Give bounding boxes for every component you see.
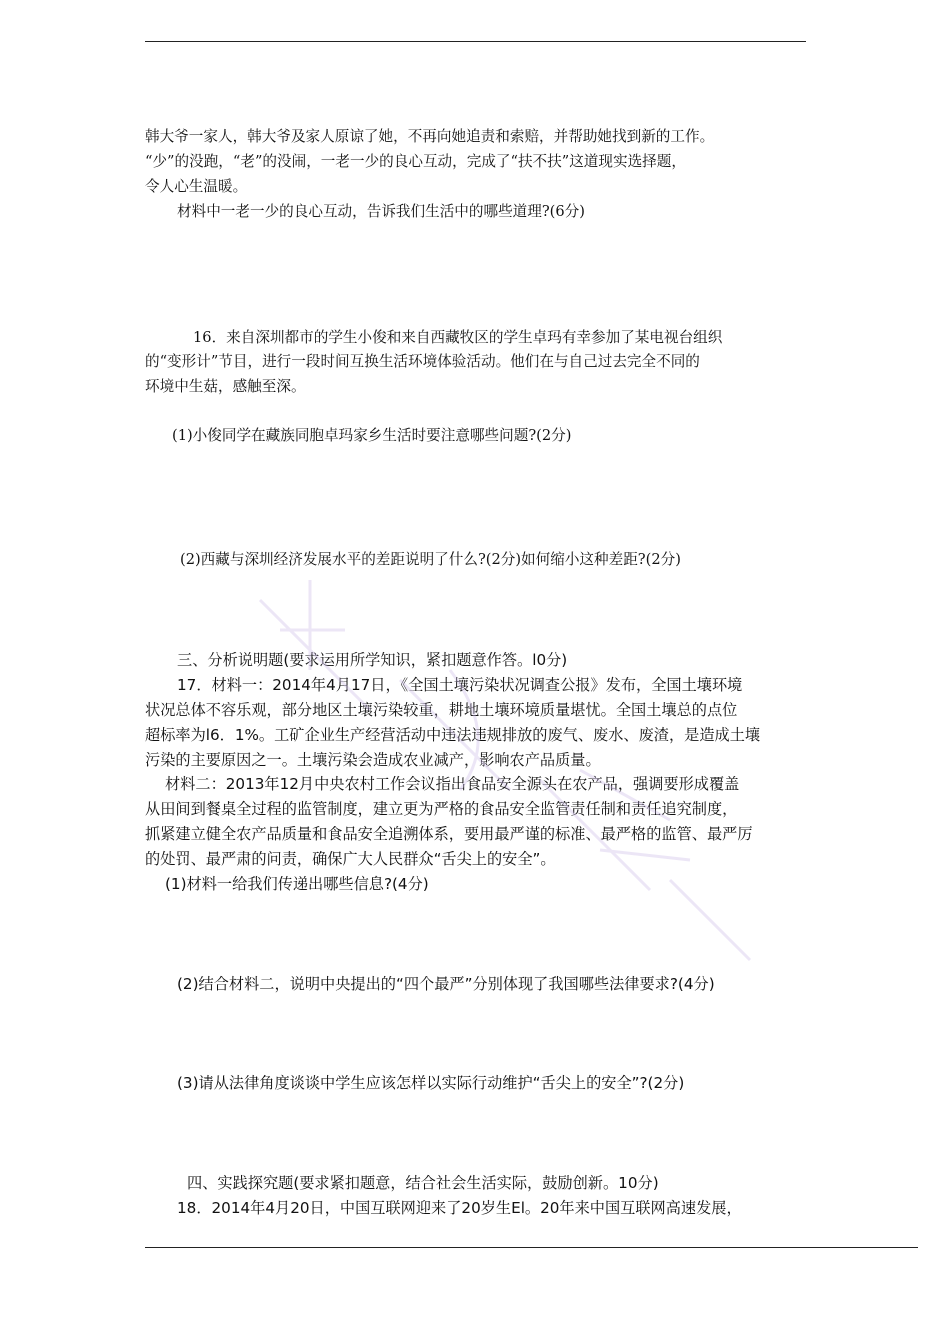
- q17-text-line-1: 17．材料一：2014年4月17日，《全国土壤污染状况调查公报》发布，全国土壤环境: [177, 676, 743, 694]
- q17-text-line-4: 污染的主要原因之一。土壤污染会造成农业减产，影响农产品质量。: [145, 751, 601, 769]
- q17-sub-question-2: (2)结合材料二，说明中央提出的“四个最严”分别体现了我国哪些法律要求?(4分): [177, 975, 715, 993]
- q17-text-line-5: 材料二：2013年12月中央农村工作会议指出食品安全源头在农产品，强调要形成覆盖: [165, 775, 740, 793]
- q17-text-line-8: 的处罚、最严肃的问责，确保广大人民群众“舌尖上的安全”。: [145, 850, 556, 868]
- q16-sub-question-1: (1)小俊同学在藏族同胞卓玛家乡生活时要注意哪些问题?(2分): [172, 427, 572, 444]
- q17-text-line-3: 超标率为l6．1%。工矿企业生产经营活动中违法违规排放的废气、废水、废渣，是造成土壤: [145, 726, 761, 744]
- q15-question: 材料中一老一少的良心互动，告诉我们生活中的哪些道理?(6分): [177, 203, 585, 220]
- q17-text-line-2: 状况总体不容乐观，部分地区土壤污染较重，耕地土壤环境质量堪忧。全国土壤总的点位: [145, 701, 738, 719]
- q17-sub-question-1: (1)材料一给我们传递出哪些信息?(4分): [165, 875, 429, 893]
- q15-text-line-3: 令人心生温暖。: [145, 178, 248, 195]
- q15-text-line-2: “少”的没跑，“老”的没闹，一老一少的良心互动，完成了“扶不扶”这道现实选择题，: [145, 153, 686, 170]
- watermark-strokes: [260, 580, 750, 960]
- watermark-graphic: [250, 560, 770, 980]
- q16-text-line-2: 的“变形计”节目，进行一段时间互换生活环境体验活动。他们在与自己过去完全不同的: [145, 353, 700, 370]
- watermark-stroke: [670, 880, 750, 960]
- footer-rule: [145, 1247, 918, 1248]
- q17-text-line-6: 从田间到餐桌全过程的监管制度，建立更为严格的食品安全监管责任制和责任追究制度，: [145, 800, 738, 818]
- q16-text-line-1: 16．来自深圳都市的学生小俊和来自西藏牧区的学生卓玛有幸参加了某电视台组织: [193, 329, 723, 346]
- section-4-heading: 四、实践探究题(要求紧扣题意，结合社会生活实际，鼓励创新。10分): [187, 1174, 659, 1192]
- q17-sub-question-3: (3)请从法律角度谈谈中学生应该怎样以实际行动维护“舌尖上的安全”?(2分): [177, 1074, 685, 1092]
- q15-text-line-1: 韩大爷一家人，韩大爷及家人原谅了她，不再向她追责和索赔，并帮助她找到新的工作。: [145, 128, 715, 145]
- q16-text-line-3: 环境中生菇，感触至深。: [145, 378, 306, 395]
- section-3-heading: 三、分析说明题(要求运用所学知识，紧扣题意作答。l0分): [177, 651, 568, 669]
- header-rule: [145, 41, 806, 42]
- q17-text-line-7: 抓紧建立健全农产品质量和食品安全追溯体系，要用最严谨的标准、最严格的监管、最严厉: [145, 825, 753, 843]
- q18-text-line-1: 18．2014年4月20日，中国互联网迎来了20岁生El。20年来中国互联网高速发展，: [177, 1199, 742, 1217]
- q16-sub-question-2: (2)西藏与深圳经济发展水平的差距说明了什么?(2分)如何缩小这种差距?(2分): [180, 551, 681, 568]
